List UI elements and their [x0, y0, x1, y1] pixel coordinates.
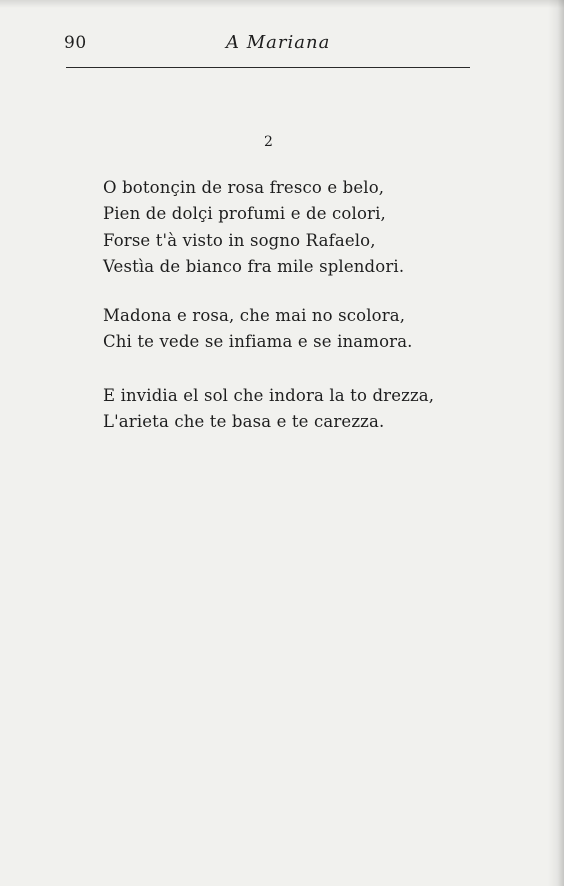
verse-line: Chi te vede se infiama e se inamora.: [103, 332, 413, 352]
running-title: A Mariana: [226, 32, 331, 53]
verse-line: Vestìa de bianco fra mile splendori.: [103, 256, 405, 276]
stanza-3: [103, 383, 434, 436]
verse-line: Pien de dolçi profumi e de colori,: [103, 204, 386, 224]
header-rule: [66, 67, 470, 68]
verse-line: Forse t'à visto in sogno Rafaelo,: [103, 230, 376, 250]
stanza-2: [103, 303, 413, 356]
page-edge-shadow: [548, 0, 564, 886]
verse-line: L'arieta che te basa e te carezza.: [103, 412, 385, 432]
stanza-1: [103, 175, 404, 280]
page-top-shadow: [0, 0, 564, 8]
section-number: 2: [264, 134, 273, 150]
page-number: 90: [64, 33, 87, 53]
verse-line: Madona e rosa, che mai no scolora,: [103, 306, 406, 325]
verse-line: E invidia el sol che indora la to drezza,: [103, 386, 435, 405]
verse-line: O botonçin de rosa fresco e belo,: [103, 178, 385, 197]
